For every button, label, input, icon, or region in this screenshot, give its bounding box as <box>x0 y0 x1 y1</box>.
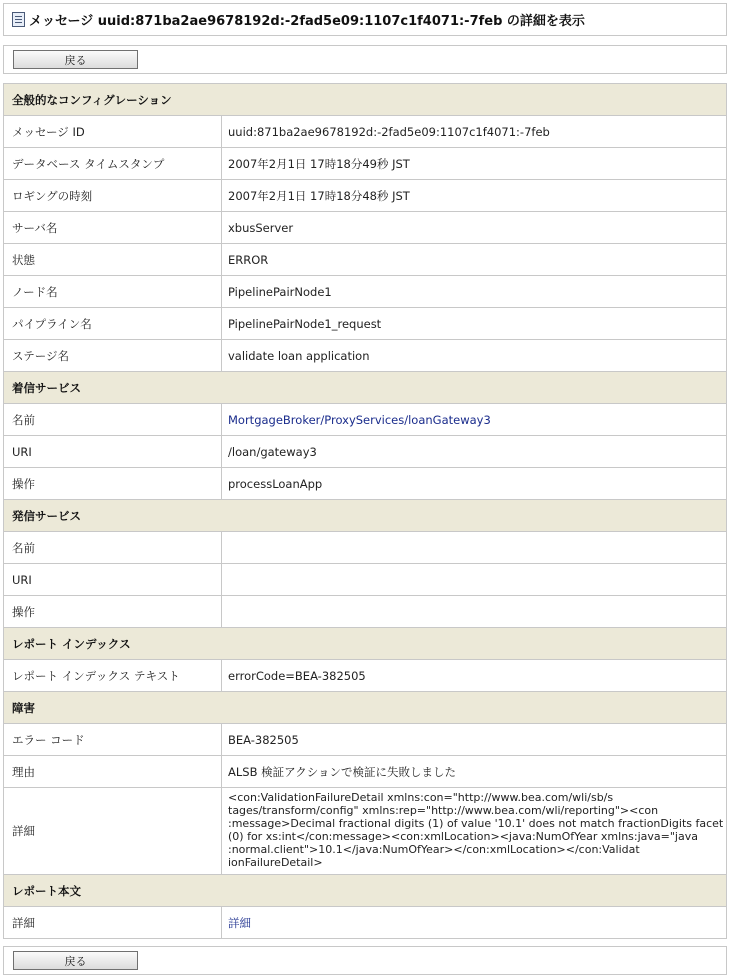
table-row <box>4 788 726 875</box>
error-code-value: BEA-382505 <box>228 732 299 747</box>
row-label: 名前 <box>12 540 35 555</box>
page-title-bar <box>3 3 727 36</box>
report-index-value: errorCode=BEA-382505 <box>228 668 366 683</box>
row-label: URI <box>12 572 32 587</box>
inbound-operation-value: processLoanApp <box>228 476 323 491</box>
row-label: 理由 <box>12 764 35 779</box>
section-label: 障害 <box>12 700 35 715</box>
state-value: ERROR <box>228 252 269 267</box>
inbound-uri-value: /loan/gateway3 <box>228 444 317 459</box>
row-label: データベース タイムスタンプ <box>12 156 165 171</box>
table-row <box>4 756 726 788</box>
db-timestamp-value: 2007年2月1日 17時18分49秒 JST <box>228 156 410 171</box>
section-report-body <box>4 875 726 907</box>
section-report-index <box>4 628 726 660</box>
logging-time-value: 2007年2月1日 17時18分48秒 JST <box>228 188 410 203</box>
row-label: 詳細 <box>12 824 35 838</box>
table-row <box>4 340 726 372</box>
row-label: ノード名 <box>12 284 58 299</box>
section-label: レポート本文 <box>12 883 81 898</box>
table-row <box>4 308 726 340</box>
row-label: ステージ名 <box>12 348 70 363</box>
top-button-bar <box>3 45 727 74</box>
table-row <box>4 436 726 468</box>
row-label: パイプライン名 <box>12 316 92 331</box>
back-button[interactable]: 戻る <box>13 50 138 69</box>
server-name-value: xbusServer <box>228 220 294 235</box>
table-row <box>4 148 726 180</box>
stage-name-value: validate loan application <box>228 348 370 363</box>
table-row <box>4 276 726 308</box>
reason-value: ALSB 検証アクションで検証に失敗しました <box>228 764 457 779</box>
table-row <box>4 660 726 692</box>
section-label: レポート インデックス <box>12 636 131 651</box>
section-inbound <box>4 372 726 404</box>
back-button[interactable]: 戻る <box>13 951 138 970</box>
table-row <box>4 116 726 148</box>
page-title: メッセージ uuid:871ba2ae9678192d:-2fad5e09:1107c1f4071:-7feb の詳細を表示 <box>29 14 585 29</box>
row-label: サーバ名 <box>12 220 58 235</box>
table-row <box>4 724 726 756</box>
row-label: レポート インデックス テキスト <box>12 668 180 683</box>
table-row <box>4 244 726 276</box>
message-id-value: uuid:871ba2ae9678192d:-2fad5e09:1107c1f4071:-7feb <box>228 124 550 139</box>
table-row <box>4 596 726 628</box>
table-row <box>4 404 726 436</box>
pipeline-name-value: PipelinePairNode1_request <box>228 316 382 331</box>
row-label: メッセージ ID <box>12 124 85 139</box>
report-body-detail-link[interactable]: 詳細 <box>228 915 251 930</box>
document-icon <box>12 12 25 27</box>
row-label: ロギングの時刻 <box>12 188 93 203</box>
row-label: 名前 <box>12 412 35 427</box>
node-name-value: PipelinePairNode1 <box>228 284 332 299</box>
section-label: 着信サービス <box>12 380 81 395</box>
table-row <box>4 212 726 244</box>
row-label: 詳細 <box>12 915 35 930</box>
table-row <box>4 564 726 596</box>
table-row <box>4 907 726 938</box>
fault-detail-value: <con:ValidationFailureDetail xmlns:con="http://www.bea.com/wli/sb/s tages/transform/config" xmlns:rep="http://www.bea.com/wli/reporting"><con :message>Decimal fractional digits (1) of value '10.1' does not match fractionDigits facet (0) for xs:int</con:message><con:xmlLocation><java:NumOfYear xmlns:java="java :normal.client">10.1</java:NumOfYear></con:xmlLocation></con:Validat ionFailureDetail> <box>228 791 724 869</box>
section-general <box>4 84 726 116</box>
row-label: 状態 <box>12 252 35 267</box>
table-row <box>4 532 726 564</box>
section-outbound <box>4 500 726 532</box>
table-row <box>4 468 726 500</box>
section-label: 全般的なコンフィグレーション <box>12 92 172 107</box>
bottom-button-bar <box>3 946 727 975</box>
row-label: エラー コード <box>12 732 85 747</box>
row-label: URI <box>12 444 32 459</box>
row-label: 操作 <box>12 604 35 619</box>
row-label: 操作 <box>12 476 35 491</box>
section-fault <box>4 692 726 724</box>
table-row <box>4 180 726 212</box>
section-label: 発信サービス <box>12 508 81 523</box>
message-details-table <box>3 83 727 939</box>
inbound-service-link[interactable]: MortgageBroker/ProxyServices/loanGateway3 <box>228 412 491 427</box>
